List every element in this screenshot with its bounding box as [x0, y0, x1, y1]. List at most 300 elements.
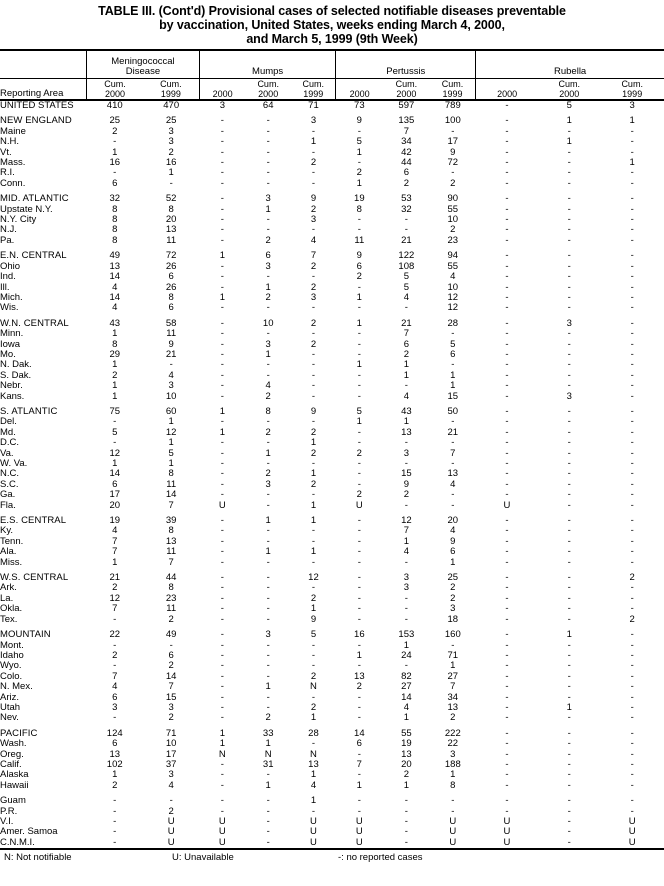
- row-cell-10: -: [630, 499, 634, 511]
- row-cell-1: 7: [168, 556, 174, 568]
- row-cell-7: -: [451, 458, 455, 469]
- row-area-label: Miss.: [0, 556, 23, 568]
- row-area-label: MID. ATLANTIC: [0, 193, 69, 205]
- subheader-line2: 2000: [258, 88, 279, 99]
- row-cell-0: 13: [109, 748, 121, 760]
- row-cell-0: 124: [106, 727, 123, 739]
- row-cell-2: -: [220, 779, 224, 791]
- row-cell-2: -: [220, 613, 224, 625]
- row-cell-10: -: [630, 291, 634, 303]
- row-cell-9: -: [567, 348, 571, 360]
- subheader-line2: 1999: [442, 88, 463, 99]
- footnote-unavailable: U: Unavailable: [172, 852, 234, 864]
- row-cell-9: -: [567, 177, 571, 189]
- row-area-label: Alaska: [0, 769, 29, 781]
- row-cell-1: 470: [163, 100, 180, 111]
- table-row: [0, 838, 664, 848]
- row-cell-6: 1: [403, 639, 409, 651]
- row-cell-3: 1: [265, 447, 271, 459]
- row-cell-5: 6: [356, 738, 362, 750]
- group-label-line1: Meningococcal: [111, 55, 175, 67]
- row-cell-4: 1: [310, 795, 317, 807]
- row-area-label: Iowa: [0, 338, 21, 350]
- row-cell-1: 6: [168, 302, 174, 314]
- row-cell-7: 13: [447, 468, 459, 480]
- row-cell-6: 1: [403, 369, 409, 381]
- row-cell-9: -: [567, 795, 571, 807]
- row-cell-4: 2: [310, 426, 317, 438]
- row-cell-8: -: [505, 649, 509, 661]
- row-cell-10: -: [630, 281, 634, 293]
- row-cell-1: 12: [165, 426, 177, 438]
- row-cell-5: -: [357, 639, 361, 651]
- row-cell-5: 73: [354, 100, 365, 111]
- row-cell-10: -: [630, 489, 634, 501]
- table-row: [0, 796, 664, 806]
- row-area-label: Upstate N.Y.: [0, 203, 53, 215]
- row-cell-10: -: [630, 769, 634, 781]
- row-area-label: R.I.: [0, 167, 15, 179]
- row-cell-10: -: [630, 629, 634, 641]
- row-cell-3: 1: [265, 203, 271, 215]
- row-cell-9: -: [567, 535, 571, 547]
- row-cell-1: 1: [168, 167, 174, 179]
- row-cell-7: U: [449, 836, 457, 848]
- row-cell-9: -: [567, 328, 571, 340]
- row-cell-3: 1: [265, 281, 271, 293]
- row-cell-1: -: [169, 795, 173, 807]
- table-row: [0, 417, 664, 427]
- row-cell-5: -: [357, 535, 361, 547]
- row-cell-5: -: [357, 525, 361, 537]
- row-cell-10: -: [630, 437, 634, 449]
- row-cell-5: -: [357, 592, 361, 604]
- row-cell-7: 50: [447, 405, 459, 417]
- row-cell-7: -: [451, 437, 455, 449]
- row-cell-8: -: [505, 691, 509, 703]
- row-cell-0: 2: [112, 369, 118, 381]
- table-row: [0, 630, 664, 640]
- row-cell-5: -: [357, 338, 361, 350]
- row-cell-3: -: [266, 146, 270, 158]
- subheader-1: [143, 78, 199, 100]
- row-cell-4: 9: [310, 613, 317, 625]
- row-cell-1: 9: [168, 338, 174, 350]
- table-row: [0, 371, 664, 381]
- row-cell-5: 9: [356, 115, 362, 127]
- row-cell-9: -: [567, 234, 571, 246]
- row-cell-2: -: [220, 271, 224, 283]
- row-cell-4: 3: [310, 291, 317, 303]
- row-area-label: Fla.: [0, 499, 16, 511]
- table-row: [0, 215, 664, 225]
- row-cell-1: 8: [168, 468, 174, 480]
- row-cell-7: 22: [447, 738, 459, 750]
- row-cell-6: 82: [401, 670, 412, 682]
- row-cell-7: 20: [447, 515, 459, 527]
- row-cell-9: -: [567, 193, 571, 205]
- row-cell-6: 55: [401, 727, 412, 739]
- subheader-line2: 2000: [349, 88, 370, 99]
- row-cell-7: -: [451, 639, 455, 651]
- row-cell-7: 15: [447, 390, 459, 402]
- row-cell-8: -: [505, 758, 509, 770]
- row-cell-5: 2: [356, 489, 362, 501]
- subheader-line2: 2000: [559, 88, 580, 99]
- row-cell-1: 2: [168, 146, 174, 158]
- row-cell-2: 1: [219, 426, 225, 438]
- row-cell-5: U: [355, 836, 363, 848]
- row-cell-7: 1: [450, 769, 456, 781]
- row-cell-10: -: [630, 758, 634, 770]
- row-cell-4: -: [311, 271, 316, 283]
- row-cell-3: -: [266, 177, 270, 189]
- row-cell-2: -: [220, 670, 224, 682]
- row-cell-5: 11: [354, 234, 365, 246]
- row-cell-3: 4: [265, 380, 271, 392]
- row-cell-4: 1: [310, 546, 317, 558]
- table-row: [0, 148, 664, 158]
- table-row: [0, 490, 664, 500]
- subheader-line1: Cum.: [257, 79, 279, 89]
- row-cell-4: -: [311, 649, 316, 661]
- row-cell-0: 32: [109, 193, 121, 205]
- row-cell-5: -: [357, 613, 361, 625]
- row-cell-5: -: [357, 437, 361, 449]
- row-cell-7: 3: [450, 603, 456, 615]
- row-cell-2: -: [220, 639, 224, 651]
- row-cell-3: 2: [265, 234, 271, 246]
- row-cell-8: -: [505, 727, 509, 739]
- row-cell-5: -: [357, 582, 361, 594]
- row-cell-1: -: [169, 177, 173, 189]
- row-cell-4: 2: [310, 157, 317, 169]
- row-area-label: Md.: [0, 426, 16, 438]
- row-area-label: N. Mex.: [0, 681, 33, 693]
- row-cell-1: 44: [165, 572, 177, 584]
- row-cell-9: -: [567, 826, 571, 838]
- row-cell-10: -: [630, 390, 634, 402]
- row-cell-9: 1: [566, 629, 572, 641]
- row-cell-5: -: [357, 546, 361, 558]
- row-cell-3: -: [266, 271, 270, 283]
- row-cell-0: 25: [109, 115, 121, 127]
- row-cell-0: -: [113, 836, 117, 848]
- row-cell-9: 3: [566, 390, 572, 402]
- subheader-4: [291, 78, 336, 100]
- row-cell-2: -: [220, 348, 224, 360]
- row-cell-1: 3: [168, 136, 174, 148]
- row-cell-10: -: [630, 478, 634, 490]
- row-cell-7: 1: [450, 380, 456, 392]
- row-cell-10: -: [630, 271, 634, 283]
- row-cell-6: 53: [401, 193, 412, 205]
- row-cell-1: 11: [166, 546, 177, 558]
- row-cell-7: 12: [447, 302, 459, 314]
- row-cell-9: -: [567, 224, 571, 236]
- row-cell-3: -: [266, 535, 270, 547]
- row-cell-0: 13: [109, 260, 121, 272]
- group-header-pertussis: Pertussis: [336, 50, 476, 78]
- row-cell-7: -: [451, 499, 455, 511]
- row-cell-0: -: [113, 712, 117, 724]
- row-cell-7: 4: [450, 525, 456, 537]
- row-cell-10: -: [630, 592, 634, 604]
- row-cell-0: 4: [112, 281, 118, 293]
- row-cell-6: 44: [401, 157, 412, 169]
- row-cell-8: -: [505, 167, 509, 179]
- row-area-label: N.C.: [0, 468, 19, 480]
- row-cell-10: -: [630, 234, 634, 246]
- row-cell-10: -: [630, 260, 634, 272]
- row-cell-3: 1: [265, 779, 271, 791]
- row-cell-1: 2: [168, 660, 174, 672]
- row-cell-4: -: [311, 328, 316, 340]
- row-cell-4: -: [311, 458, 316, 469]
- row-cell-1: 8: [168, 203, 174, 215]
- row-area-label: Ariz.: [0, 691, 19, 703]
- row-cell-0: 102: [106, 758, 123, 770]
- row-cell-5: -: [357, 390, 361, 402]
- table-row: [0, 360, 664, 370]
- row-cell-0: 8: [112, 338, 118, 350]
- row-area-label: W.N. CENTRAL: [0, 317, 69, 329]
- row-cell-7: 1: [450, 660, 456, 672]
- row-cell-9: -: [567, 515, 571, 527]
- row-cell-9: -: [567, 613, 571, 625]
- row-cell-5: U: [355, 816, 363, 827]
- table-row: [0, 137, 664, 147]
- row-area-label: N.J.: [0, 224, 17, 236]
- row-cell-6: 3: [403, 572, 409, 584]
- row-cell-9: 1: [566, 136, 572, 148]
- table-row: [0, 194, 664, 204]
- row-cell-7: -: [451, 328, 455, 340]
- row-cell-3: -: [266, 826, 270, 838]
- row-cell-3: 2: [265, 468, 271, 480]
- row-cell-2: -: [220, 390, 224, 402]
- row-cell-3: 8: [265, 405, 271, 417]
- row-cell-2: -: [220, 157, 224, 169]
- row-cell-4: -: [311, 302, 316, 314]
- row-cell-2: -: [220, 281, 224, 293]
- table-footnotes: [0, 850, 664, 864]
- row-cell-0: -: [113, 660, 117, 672]
- subheader-line2: 2000: [396, 88, 417, 99]
- row-cell-3: -: [266, 670, 270, 682]
- row-cell-7: U: [449, 826, 457, 838]
- row-cell-1: 72: [165, 250, 177, 262]
- row-cell-3: -: [266, 582, 270, 594]
- row-cell-10: -: [630, 535, 634, 547]
- row-cell-10: -: [630, 136, 634, 148]
- row-cell-10: -: [630, 458, 634, 469]
- row-area-label: W.S. CENTRAL: [0, 572, 69, 584]
- row-cell-5: -: [357, 478, 361, 490]
- row-cell-3: -: [266, 556, 270, 568]
- row-cell-7: U: [449, 816, 457, 827]
- table-row: [0, 469, 664, 479]
- row-cell-7: 8: [450, 779, 456, 791]
- row-cell-8: -: [505, 546, 509, 558]
- row-cell-5: -: [357, 426, 361, 438]
- row-cell-4: -: [311, 369, 316, 381]
- row-cell-9: -: [567, 779, 571, 791]
- table-row: [0, 573, 664, 583]
- row-cell-10: -: [630, 416, 634, 428]
- row-cell-6: -: [404, 437, 408, 449]
- row-cell-0: 29: [109, 348, 121, 360]
- row-cell-8: -: [505, 660, 509, 672]
- row-cell-9: -: [567, 603, 571, 615]
- row-area-label: Wyo.: [0, 660, 22, 672]
- row-cell-4: 2: [310, 670, 317, 682]
- row-cell-7: 18: [447, 613, 459, 625]
- row-cell-0: -: [113, 816, 117, 827]
- row-area-label: Maine: [0, 125, 26, 137]
- row-cell-8: -: [505, 582, 509, 594]
- row-cell-1: 39: [165, 515, 177, 527]
- row-cell-3: -: [266, 369, 270, 381]
- row-cell-5: 1: [356, 146, 362, 158]
- row-cell-5: 6: [356, 260, 362, 272]
- row-cell-8: -: [505, 603, 509, 615]
- row-cell-8: -: [505, 405, 509, 417]
- row-cell-9: -: [567, 437, 571, 449]
- row-cell-3: -: [266, 660, 270, 672]
- row-cell-2: -: [220, 359, 224, 371]
- row-area-label: Utah: [0, 701, 21, 713]
- row-cell-7: 7: [450, 681, 456, 693]
- table-row: [0, 760, 664, 770]
- row-cell-1: 17: [165, 748, 177, 760]
- row-area-label: La.: [0, 592, 14, 604]
- row-cell-9: -: [567, 670, 571, 682]
- row-cell-1: 58: [165, 317, 177, 329]
- row-cell-8: U: [503, 836, 511, 848]
- row-cell-10: -: [630, 603, 634, 615]
- row-cell-2: -: [220, 660, 224, 672]
- row-cell-9: -: [567, 468, 571, 480]
- row-cell-5: -: [357, 748, 361, 760]
- row-cell-4: 1: [310, 499, 317, 511]
- row-cell-9: -: [567, 369, 571, 381]
- row-cell-9: -: [567, 214, 571, 226]
- row-cell-5: -: [357, 691, 361, 703]
- row-cell-5: 8: [356, 203, 362, 215]
- row-cell-9: -: [567, 302, 571, 314]
- table-head: [0, 50, 664, 100]
- table-row: [0, 516, 664, 526]
- row-cell-2: -: [220, 447, 224, 459]
- row-area-label: UNITED STATES: [0, 100, 74, 111]
- row-cell-0: 75: [109, 405, 121, 417]
- subheader-10: [600, 78, 664, 100]
- subheader-line1: Cum.: [395, 79, 418, 89]
- row-cell-6: -: [404, 805, 408, 817]
- row-cell-5: 14: [354, 727, 365, 739]
- row-cell-3: -: [266, 592, 270, 604]
- row-cell-10: -: [630, 691, 634, 703]
- row-cell-7: 789: [444, 100, 461, 111]
- row-cell-9: -: [567, 250, 571, 262]
- row-cell-4: 3: [310, 115, 317, 127]
- table-row: [0, 827, 664, 837]
- row-cell-0: -: [113, 437, 117, 449]
- row-cell-7: -: [451, 805, 455, 817]
- row-cell-7: 1: [450, 369, 456, 381]
- row-cell-10: -: [630, 639, 634, 651]
- row-cell-7: 28: [447, 317, 459, 329]
- table-row: [0, 319, 664, 329]
- table-row: [0, 739, 664, 749]
- row-cell-6: 6: [403, 338, 409, 350]
- row-cell-4: 2: [310, 478, 317, 490]
- row-cell-3: 1: [265, 681, 271, 693]
- row-cell-7: 160: [444, 629, 461, 641]
- row-cell-6: -: [404, 826, 408, 838]
- row-cell-0: 8: [112, 203, 118, 215]
- row-cell-2: -: [220, 125, 224, 137]
- row-cell-0: 1: [112, 556, 118, 568]
- row-cell-1: U: [167, 836, 175, 848]
- row-cell-8: -: [505, 291, 509, 303]
- row-cell-1: 3: [168, 769, 174, 781]
- row-cell-0: 20: [109, 499, 121, 511]
- row-cell-7: 12: [447, 291, 459, 303]
- row-cell-0: 2: [112, 582, 118, 594]
- row-cell-6: -: [404, 816, 408, 827]
- row-cell-1: 7: [168, 499, 174, 511]
- row-cell-0: 7: [112, 670, 118, 682]
- row-cell-10: -: [630, 546, 634, 558]
- subheader-line2: 1999: [160, 88, 181, 99]
- row-cell-5: 1: [356, 291, 362, 303]
- row-cell-0: 1: [112, 390, 118, 402]
- row-cell-7: 90: [447, 193, 459, 205]
- row-cell-6: -: [404, 499, 408, 511]
- row-cell-0: 1: [112, 769, 118, 781]
- row-cell-10: -: [630, 302, 634, 314]
- row-cell-1: 15: [165, 691, 177, 703]
- row-cell-9: -: [567, 748, 571, 760]
- row-cell-9: -: [567, 758, 571, 770]
- row-cell-1: 11: [166, 234, 177, 246]
- row-cell-2: -: [220, 468, 224, 480]
- row-cell-9: -: [567, 649, 571, 661]
- row-cell-7: 94: [447, 250, 459, 262]
- row-cell-7: 6: [450, 348, 456, 360]
- row-cell-0: 410: [106, 100, 123, 111]
- row-cell-2: -: [220, 302, 224, 314]
- table-row: [0, 127, 664, 137]
- table-body: [0, 100, 664, 848]
- row-cell-5: -: [357, 369, 361, 381]
- row-cell-7: 72: [447, 157, 459, 169]
- row-cell-10: -: [630, 681, 634, 693]
- row-cell-6: 7: [403, 125, 409, 137]
- table-row: [0, 459, 664, 469]
- row-cell-9: -: [567, 125, 571, 137]
- row-cell-3: -: [266, 613, 270, 625]
- row-cell-3: -: [266, 302, 270, 314]
- row-cell-10: -: [630, 670, 634, 682]
- row-cell-9: -: [567, 805, 571, 817]
- row-cell-2: -: [220, 649, 224, 661]
- row-cell-5: U: [355, 499, 363, 511]
- row-cell-1: 7: [168, 681, 174, 693]
- row-cell-4: -: [311, 535, 316, 547]
